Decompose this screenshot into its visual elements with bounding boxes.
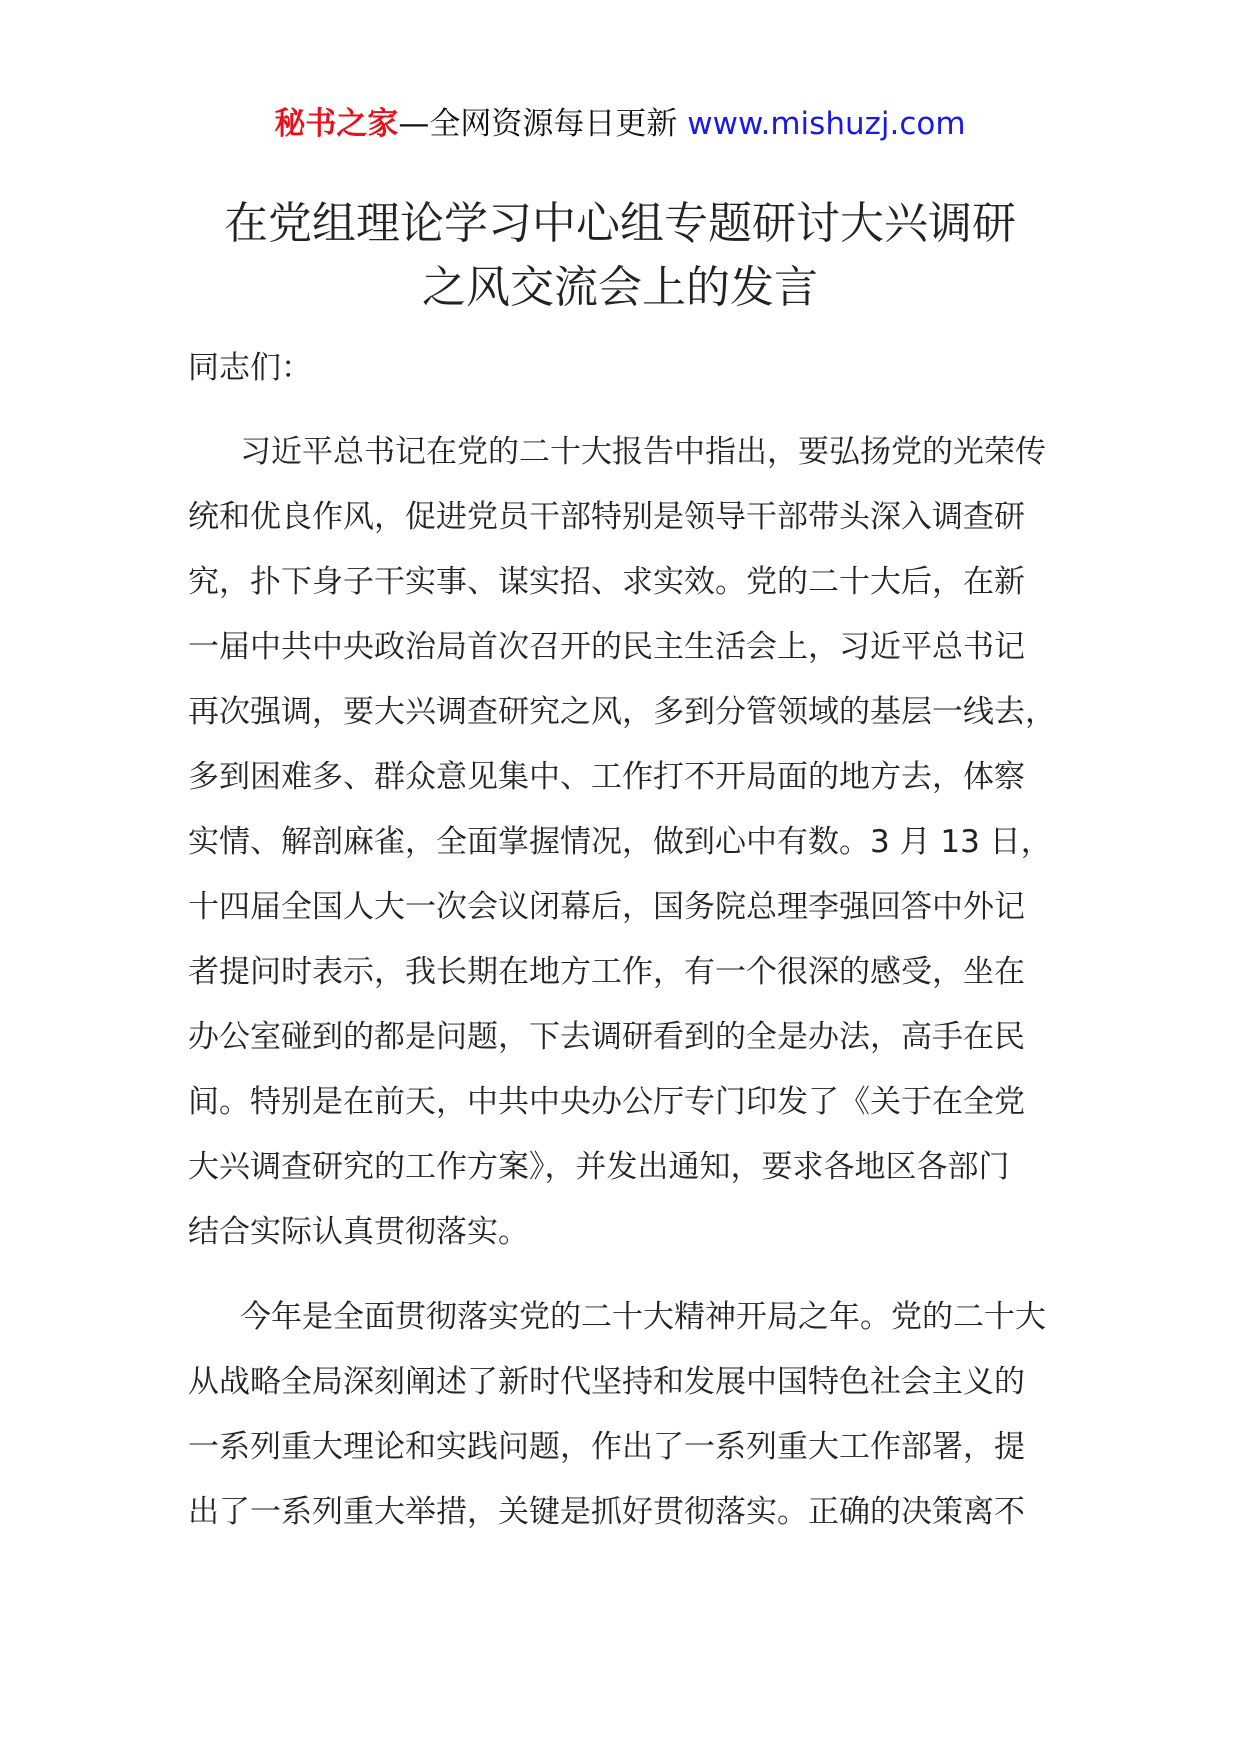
paragraph-line: 再次强调，要大兴调查研究之风，多到分管领域的基层一线去， [188,694,1056,730]
site-header [0,98,1240,150]
paragraph-line: 今年是全面贯彻落实党的二十大精神开局之年。党的二十大 [240,1299,1046,1335]
paragraph-line: 间。特别是在前天，中共中央办公厅专门印发了《关于在全党 [188,1084,1025,1120]
salutation: 同志们： [188,350,312,386]
document-title [160,192,1080,320]
title-line: 之风交流会上的发言 [422,262,818,313]
paragraph-line: 一届中共中央政治局首次召开的民主生活会上，习近平总书记 [188,629,1025,665]
title-line: 在党组理论学习中心组专题研讨大兴调研 [224,198,1016,249]
paragraph-line: 大兴调查研究的工作方案》，并发出通知，要求各地区各部门 [188,1149,1010,1185]
paragraph-2 [188,1285,1088,1545]
paragraph-line: 从战略全局深刻阐述了新时代坚持和发展中国特色社会主义的 [188,1364,1025,1400]
paragraph-line: 实情、解剖麻雀，全面掌握情况，做到心中有数。3 月 13 日， [188,824,1052,860]
paragraph-line: 习近平总书记在党的二十大报告中指出，要弘扬党的光荣传 [240,434,1046,470]
paragraph-line: 结合实际认真贯彻落实。 [188,1214,529,1250]
paragraph-line: 统和优良作风，促进党员干部特别是领导干部带头深入调查研 [188,499,1025,535]
paragraph-line: 十四届全国人大一次会议闭幕后，国务院总理李强回答中外记 [188,889,1025,925]
paragraph-line: 者提问时表示，我长期在地方工作，有一个很深的感受，坐在 [188,954,1025,990]
paragraph-line: 一系列重大理论和实践问题，作出了一系列重大工作部署，提 [188,1429,1025,1465]
site-tagline: —全网资源每日更新 [398,106,688,142]
paragraph-line: 多到困难多、群众意见集中、工作打不开局面的地方去，体察 [188,759,1025,795]
site-url-link[interactable]: www.mishuzj.com [687,106,966,142]
paragraph-line: 究，扑下身子干实事、谋实招、求实效。党的二十大后，在新 [188,564,1025,600]
document-body [188,342,1088,1565]
paragraph-line: 出了一系列重大举措，关键是抓好贯彻落实。正确的决策离不 [188,1494,1025,1530]
site-brand: 秘书之家 [274,106,399,142]
paragraph-line: 办公室碰到的都是问题，下去调研看到的全是办法，高手在民 [188,1019,1025,1055]
paragraph-1 [188,420,1088,1265]
